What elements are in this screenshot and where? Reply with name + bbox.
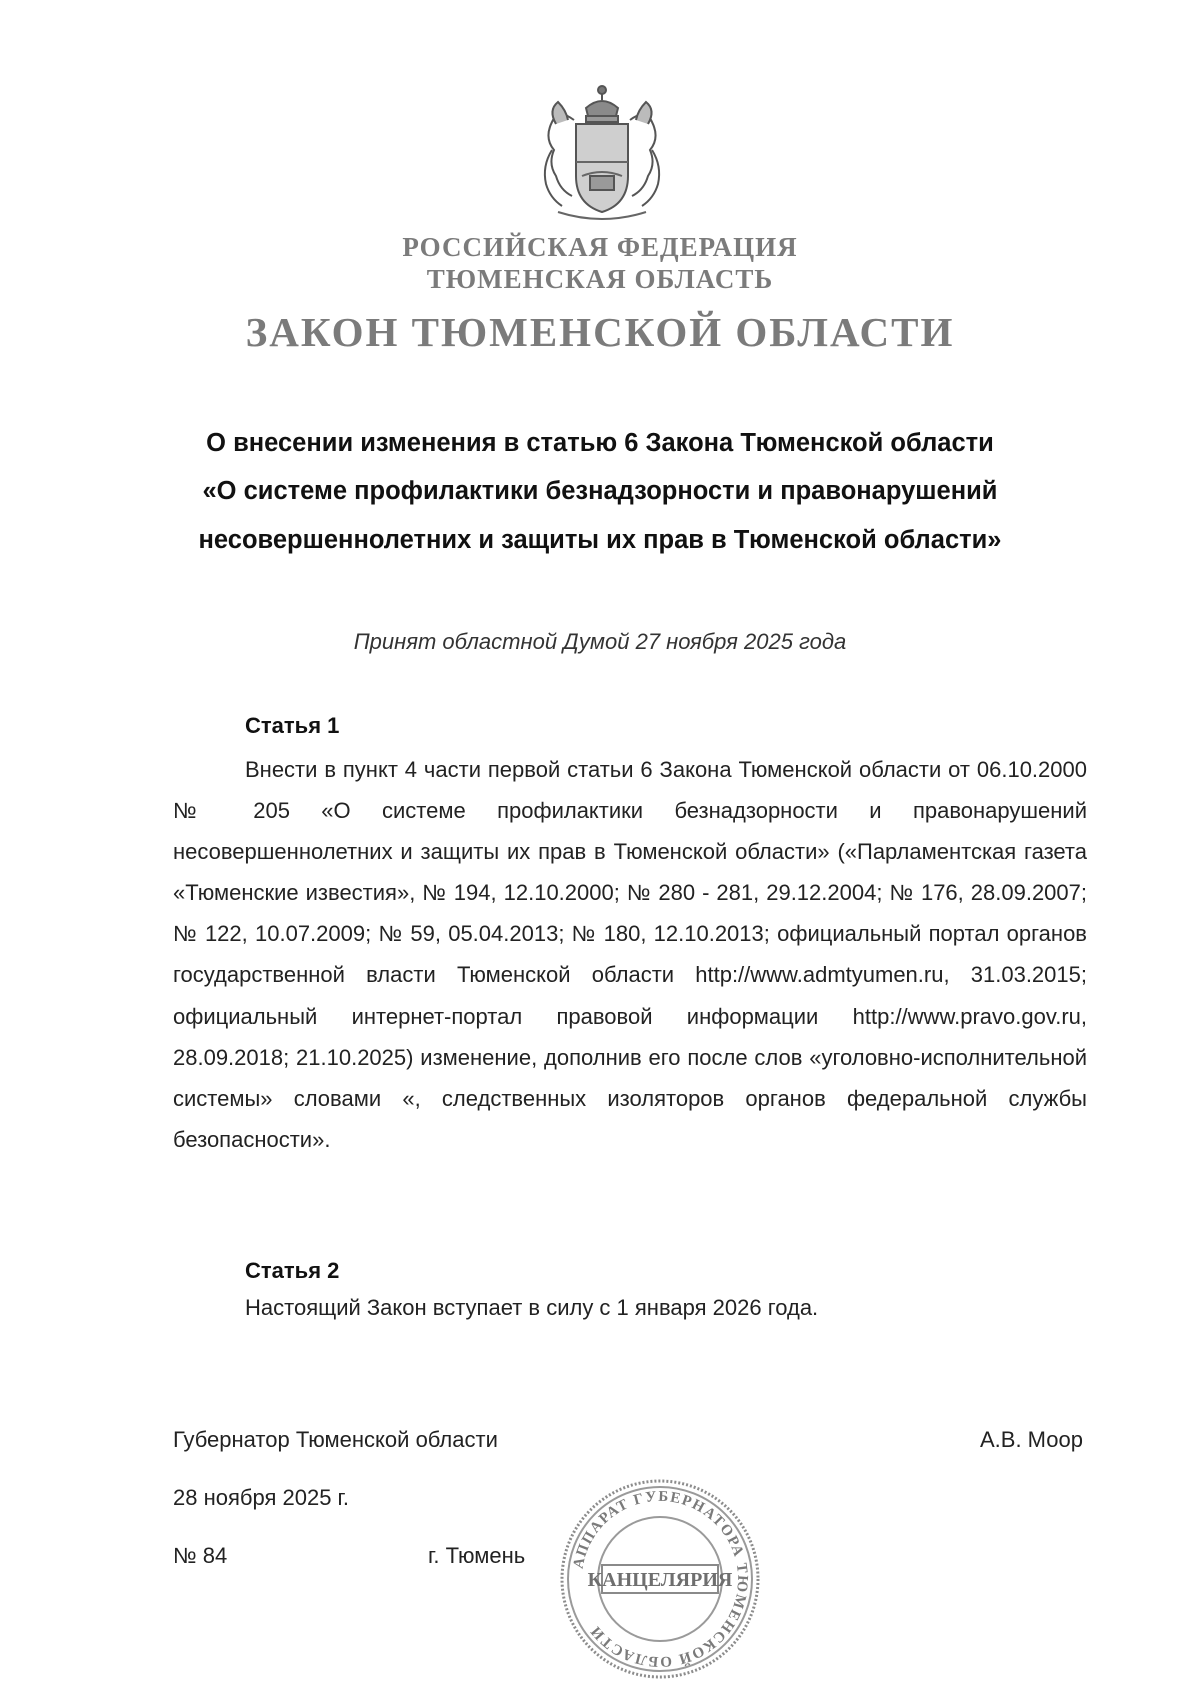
region-heading: ТЮМЕНСКАЯ ОБЛАСТЬ xyxy=(426,264,774,294)
article-2-heading: Статья 2 xyxy=(245,1258,340,1283)
signing-date: 28 ноября 2025 г. xyxy=(173,1485,349,1510)
federation-heading: РОССИЙСКАЯ ФЕДЕРАЦИЯ xyxy=(402,232,798,262)
article-1-text: Внести в пункт 4 части первой статьи 6 Закона Тюменской области от 06.10.2000 № 205 «О системе профилактики безнадзорности и правонарушений несовершеннолетних и защиты их прав в Тюменской области» («Парламентская газета «Тюменские известия», № 194, 12.10.2000; № 280 - 281, 29.12.2004; № 176, 28.09.2007; № 122, 10.07.2009; № 59, 05.04.2013; № 180, 12.10.2013; официальный портал органов государственной власти Тюменской области http://www.admtyumen.ru, 31.03.2015; официальный интернет-портал правовой информации http://www.pravo.gov.ru, 28.09.2018; 21.10.2025) изменение, дополнив его после слов «уголовно-исполнительной системы» словами «, следственных изоляторов органов федеральной службы безопасности». xyxy=(173,757,1087,1152)
law-title-line-1: О внесении изменения в статью 6 Закона Тюменской области xyxy=(206,429,994,457)
office-seal-icon xyxy=(556,1475,764,1683)
law-title-line-2: «О системе профилактики безнадзорности и правонарушений xyxy=(202,477,998,505)
article-1-heading: Статья 1 xyxy=(245,713,340,738)
signing-city: г. Тюмень xyxy=(428,1543,526,1568)
article-2-text: Настоящий Закон вступает в силу с 1 января 2026 года. xyxy=(245,1295,819,1320)
law-title-line-3: несовершеннолетних и защиты их прав в Тюменской области» xyxy=(198,526,1002,554)
law-type-heading: ЗАКОН ТЮМЕНСКОЙ ОБЛАСТИ xyxy=(245,309,955,355)
tyumen-coat-of-arms-icon xyxy=(538,80,666,223)
svg-text:КАНЦЕЛЯРИЯ: КАНЦЕЛЯРИЯ xyxy=(587,1569,733,1591)
governor-title: Губернатор Тюменской области xyxy=(173,1427,498,1452)
adoption-note: Принят областной Думой 27 ноября 2025 года xyxy=(353,629,847,654)
svg-text:АППАРАТ ГУБЕРНАТОРА ТЮМЕНСКОЙ: АППАРАТ ГУБЕРНАТОРА ТЮМЕНСКОЙ ОБЛАСТИ xyxy=(570,1488,751,1670)
governor-name: А.В. Моор xyxy=(980,1427,1083,1452)
law-number: № 84 xyxy=(173,1543,228,1568)
